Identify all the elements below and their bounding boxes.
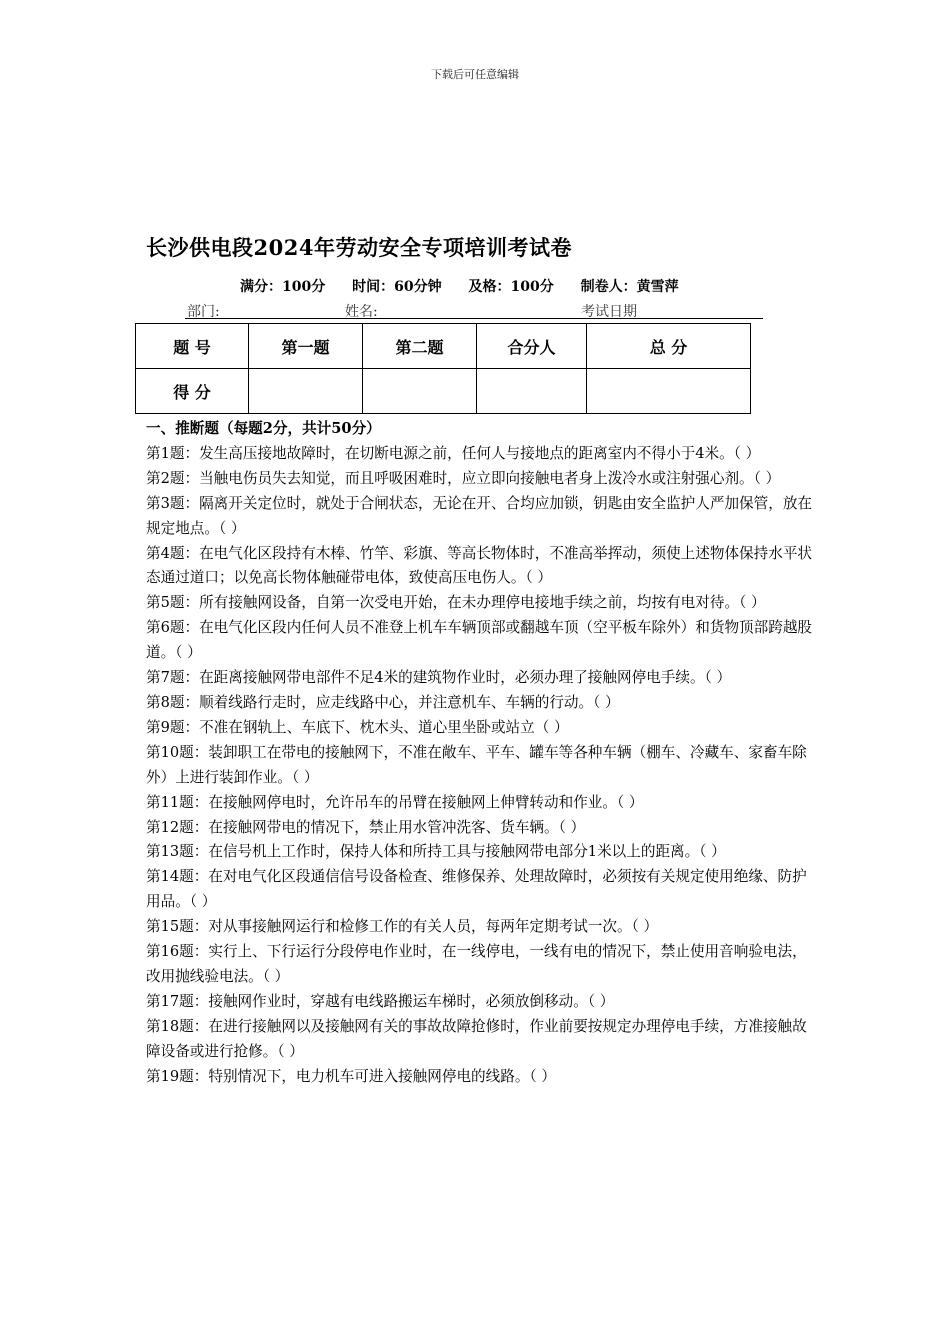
question-item: 第9题：不准在钢轨上、车底下、枕木头、道心里坐卧或站立（ ） — [146, 718, 569, 736]
examinee-info-line — [185, 300, 763, 319]
question-item: 第7题：在距离接触网带电部件不足4米的建筑物作业时，必须办理了接触网停电手续。（ ） — [146, 669, 732, 687]
score-row-label: 得 分 — [136, 369, 249, 414]
question-item: 第19题：特别情况下，电力机车可进入接触网停电的线路。（ ） — [146, 1067, 556, 1085]
question-item: 第13题：在信号机上工作时，保持人体和所持工具与接触网带电部分1米以上的距离。（ ） — [146, 843, 726, 861]
section-title: 一、推断题（每题2分，共计50分） — [146, 420, 381, 437]
exam-title: 长沙供电段2024年劳动安全专项培训考试卷 — [146, 235, 572, 260]
exam-time: 时间：60分钟 — [352, 279, 442, 295]
question-item: 第16题：实行上、下行运行分段停电作业时，在一线停电，一线有电的情况下，禁止使用音响验电法，改用抛线验电法。（ ） — [146, 943, 807, 985]
question-item: 第4题：在电气化区段持有木棒、竹竿、彩旗、等高长物体时，不准高举挥动，须使上述物体保持水平状态通过道口；以免高长物体触碰带电体，致使高压电伤人。（ ） — [146, 544, 813, 587]
question-item: 第3题：隔离开关定位时，就处于合闸状态，无论在开、合均应加锁，钥匙由安全监护人严加保管，放在规定地点。（ ） — [146, 494, 813, 537]
question-item: 第12题：在接触网带电的情况下，禁止用水管冲洗客、货车辆。（ ） — [146, 818, 586, 836]
score-cell-grader[interactable] — [477, 369, 587, 414]
header-total: 总 分 — [587, 324, 751, 369]
header-part-one: 第一题 — [249, 324, 363, 369]
question-item: 第11题：在接触网停电时，允许吊车的吊臂在接触网上伸臂转动和作业。（ ） — [146, 793, 644, 811]
name-label: 姓名: — [345, 304, 378, 320]
question-item: 第2题：当触电伤员失去知觉，而且呼吸困难时，应立即向接触电者身上泼冷水或注射强心剂。（ ） — [146, 469, 781, 487]
dept-label: 部门: — [187, 304, 220, 320]
pass-score: 及格：100分 — [468, 279, 554, 295]
question-item: 第1题：发生高压接地故障时，在切断电源之前，任何人与接地点的距离室内不得小于4米。（ ） — [146, 444, 761, 462]
question-item: 第6题：在电气化区段内任何人员不准登上机车车辆顶部或翻越车顶（空平板车除外）和货物顶部跨越股道。（ ） — [146, 619, 813, 662]
score-cell-part-two[interactable] — [363, 369, 477, 414]
question-item: 第5题：所有接触网设备，自第一次受电开始，在未办理停电接地手续之前，均按有电对待。（ ） — [146, 594, 766, 612]
header-question-no: 题 号 — [136, 324, 249, 369]
score-cell-part-one[interactable] — [249, 369, 363, 414]
score-table-score-row — [136, 369, 751, 414]
question-item: 第18题：在进行接触网以及接触网有关的事故故障抢修时，作业前要按规定办理停电手续，方准接触故障设备或进行抢修。（ ） — [146, 1017, 807, 1060]
exam-meta — [240, 276, 679, 296]
question-item: 第15题：对从事接触网运行和检修工作的有关人员，每两年定期考试一次。（ ） — [146, 918, 659, 936]
exam-author: 制卷人：黄雪萍 — [580, 279, 679, 295]
question-item: 第10题：装卸职工在带电的接触网下，不准在敞车、平车、罐车等各种车辆（棚车、冷藏车、家畜车除外）上进行装卸作业。（ ） — [146, 743, 807, 786]
question-item: 第14题：在对电气化区段通信信号设备检查、维修保养、处理故障时，必须按有关规定使用绝缘、防护用品。（ ） — [146, 868, 807, 911]
page-header-note: 下载后可任意编辑 — [431, 68, 519, 81]
question-item: 第8题：顺着线路行走时，应走线路中心，并注意机车、车辆的行动。（ ） — [146, 693, 620, 711]
score-table — [135, 323, 751, 414]
score-table-header-row — [136, 324, 751, 369]
date-label: 考试日期 — [581, 304, 637, 320]
score-cell-total[interactable] — [587, 369, 751, 414]
header-part-two: 第二题 — [363, 324, 477, 369]
full-score: 满分：100分 — [240, 279, 326, 295]
header-grader: 合分人 — [477, 324, 587, 369]
section-judgement — [146, 417, 816, 1089]
question-item: 第17题：接触网作业时，穿越有电线路搬运车梯时，必须放倒移动。（ ） — [146, 992, 615, 1010]
